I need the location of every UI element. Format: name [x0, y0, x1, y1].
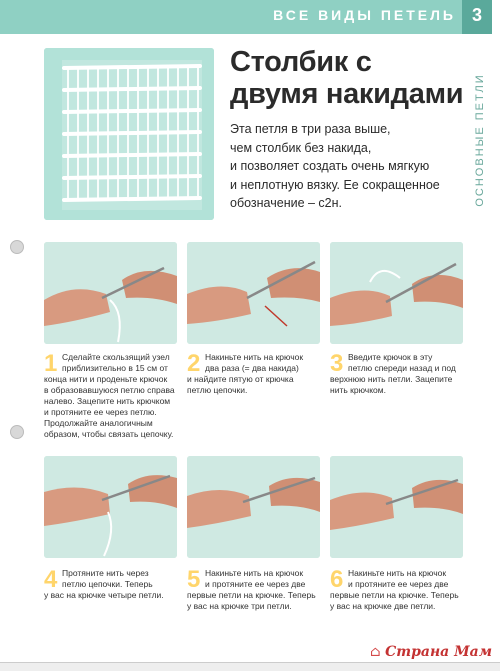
step-text — [330, 374, 466, 396]
step-line: конца нити и проденьте крючок — [44, 374, 168, 384]
step-text — [44, 374, 180, 440]
step-number: 5 — [187, 566, 201, 593]
step-line: у вас на крючке две петли. — [330, 601, 436, 611]
hands-crochet-illustration — [187, 456, 320, 558]
step-text — [187, 374, 323, 396]
step-number: 6 — [330, 566, 344, 593]
step-line: и протяните ее через петлю. — [44, 407, 157, 417]
step-number: 2 — [187, 350, 201, 377]
step-number: 3 — [330, 350, 344, 377]
section-title: ВСЕ ВИДЫ ПЕТЕЛЬ — [273, 7, 456, 23]
hands-crochet-illustration — [44, 456, 177, 558]
step-line: Накиньте нить на крючок — [205, 352, 304, 362]
step-5-photo — [187, 456, 320, 558]
step-line: в образовавшуюся петлю справа — [44, 385, 175, 395]
step-line: петлю цепочки. — [187, 385, 248, 395]
site-logo[interactable] — [370, 644, 492, 660]
step-line: нить крючком. — [330, 385, 386, 395]
step-line: у вас на крючке три петли. — [187, 601, 292, 611]
step-line: Сделайте скользящий узел — [62, 352, 170, 362]
step-line: Введите крючок в эту — [348, 352, 433, 362]
hands-crochet-illustration — [187, 242, 320, 344]
page-number-tab: 3 — [462, 0, 492, 34]
logo-text: Страна Мам — [385, 644, 493, 660]
step-line: приблизительно в 15 см от — [62, 363, 168, 373]
step-3-photo — [330, 242, 463, 344]
intro-paragraph — [230, 120, 470, 213]
step-line: первые петли на крючке. Теперь — [330, 590, 459, 600]
step-text — [44, 590, 180, 601]
step-text — [205, 352, 323, 374]
step-line: у вас на крючке четыре петли. — [44, 590, 164, 600]
step-number: 4 — [44, 566, 58, 593]
step-number: 1 — [44, 350, 58, 377]
intro-line: чем столбик без накида, — [230, 140, 372, 155]
step-2-photo — [187, 242, 320, 344]
step-line: Продолжайте аналогичным — [44, 418, 153, 428]
knitted-swatch-illustration — [44, 48, 214, 220]
step-text — [348, 568, 466, 590]
step-line: Накиньте нить на крючок — [205, 568, 304, 578]
title-line: Столбик с — [230, 46, 372, 78]
intro-line: Эта петля в три раза выше, — [230, 122, 391, 136]
step-text — [205, 568, 323, 590]
step-line: петлю спереди назад и под — [348, 363, 456, 373]
intro-line: и позволяет создать очень мягкую — [230, 159, 430, 173]
side-label-text: ОСНОВНЫЕ ПЕТЛИ — [474, 73, 486, 207]
step-text — [62, 568, 180, 590]
intro-line: обозначение – с2н. — [230, 196, 343, 210]
step-line: и протяните ее через две — [205, 579, 306, 589]
swatch-image — [44, 48, 214, 220]
hands-crochet-illustration — [330, 242, 463, 344]
hands-crochet-illustration — [330, 456, 463, 558]
house-icon: ⌂ — [370, 644, 381, 660]
title-line: двумя накидами — [230, 78, 464, 110]
step-line: два раза (= два накида) — [205, 363, 299, 373]
step-text — [348, 352, 466, 374]
step-line: петлю цепочки. Теперь — [62, 579, 153, 589]
step-line: Накиньте нить на крючок — [348, 568, 447, 578]
side-label — [472, 60, 492, 220]
hole-punch-icon — [10, 425, 24, 439]
step-1-photo — [44, 242, 177, 344]
step-text — [330, 590, 466, 612]
intro-line: и неплотную вязку. Ее сокращенное — [230, 177, 440, 192]
step-line: и протяните ее через две — [348, 579, 449, 589]
step-line: образом, чтобы связать цепочку. — [44, 429, 174, 439]
step-6-photo — [330, 456, 463, 558]
step-line: налево. Зацепите нить крючком — [44, 396, 171, 406]
step-text — [187, 590, 323, 612]
step-text — [62, 352, 180, 374]
hole-punch-icon — [10, 240, 24, 254]
step-4-photo — [44, 456, 177, 558]
hands-crochet-illustration — [44, 242, 177, 344]
step-line: верхнюю нить петли. Зацепите — [330, 374, 453, 384]
step-line: и найдите пятую от крючка — [187, 374, 294, 384]
step-line: Протяните нить через — [62, 568, 149, 578]
page-title — [230, 46, 470, 110]
step-line: первые петли на крючке. Теперь — [187, 590, 316, 600]
